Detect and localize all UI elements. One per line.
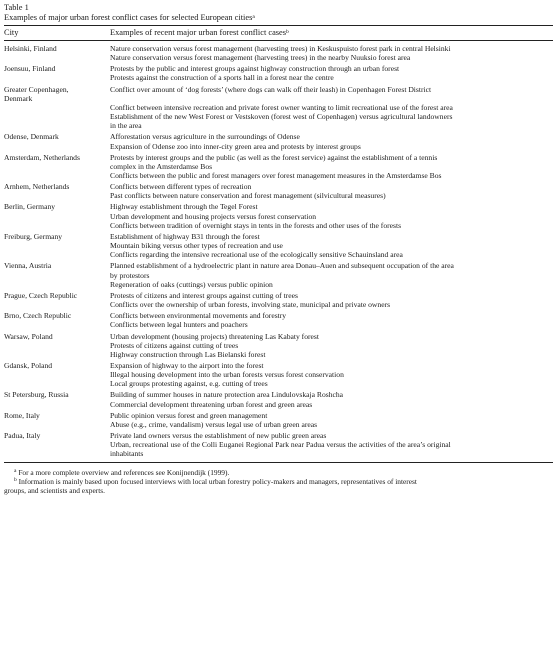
city-cell [4, 153, 110, 180]
conflict-case-line: Protests of citizens against cutting of trees [110, 340, 239, 350]
conflict-case-line: Establishment of the new West Forest or Vestskoven (forest west of Copenhagen) versus agricultural landowners [110, 112, 453, 122]
city-name: Rome, Italy [4, 410, 40, 420]
footnote [4, 477, 553, 495]
table-row [4, 85, 553, 131]
conflict-case-line: Building of summer houses in nature protection area Lindulovskaja Roshcha [110, 390, 344, 400]
conflict-case-line: Conflicts between the public and forest managers over forest management measures in the Amsterdamse Bos [110, 171, 442, 181]
table-row [4, 390, 553, 408]
table-row [4, 232, 553, 259]
city-name: Denmark [4, 93, 33, 103]
conflict-case-line: Conflict over amount of ‘dog forests’ (where dogs can walk off their leash) in Copenhagen Forest District [110, 84, 432, 94]
city-cell [4, 132, 110, 150]
caption-footnote-mark: a [252, 14, 255, 20]
table-row [4, 332, 553, 359]
city-cell [4, 261, 110, 288]
conflict-case-line: Highway construction through Las Bielanski forest [110, 349, 266, 359]
table-row [4, 361, 553, 388]
conflict-case-line: Conflicts over the ownership of urban forests, involving state, municipal and private owners [110, 300, 391, 310]
cases-cell [110, 85, 553, 131]
table-caption [4, 13, 553, 23]
header-cases [110, 28, 553, 38]
conflict-case-line: Conflicts regarding the intensive recreational use of the ecologically sensitive Schauinsland area [110, 250, 403, 260]
city-name: St Petersburg, Russia [4, 390, 69, 400]
table-row [4, 44, 553, 62]
cases-cell [110, 411, 553, 429]
caption-text: Examples of major urban forest conflict cases for selected European cities [4, 13, 253, 22]
city-name: Brno, Czech Republic [4, 311, 72, 321]
conflict-case-line: Commercial development threatening urban forest and green areas [110, 399, 313, 409]
table-row [4, 64, 553, 82]
table-row [4, 431, 553, 458]
city-cell [4, 291, 110, 309]
header-city: City [4, 28, 19, 37]
cases-cell [110, 261, 553, 288]
conflict-case-line: Conflicts between environmental movements and forestry [110, 311, 287, 321]
conflict-case-line: Nature conservation versus forest management (harvesting trees) in the nearby Nuuksio forest area [110, 53, 411, 63]
conflict-case-line: Urban development (housing projects) threatening Las Kabaty forest [110, 331, 319, 341]
conflict-case-line: Urban, recreational use of the Colli Euganei Regional Park near Padua versus the activities of the area’s original [110, 440, 451, 450]
conflict-case-line: Protests by the public and interest groups against highway construction through an urban forest [110, 64, 400, 74]
cases-cell [110, 390, 553, 408]
city-cell [4, 311, 110, 329]
city-cell [4, 44, 110, 62]
conflict-case-line: Illegal housing development into the urban forests versus forest conservation [110, 370, 344, 380]
header-cases-text: Examples of recent major urban forest conflict cases [110, 28, 287, 37]
footnote-mark: a [14, 467, 17, 474]
city-cell [4, 202, 110, 229]
footnote [4, 468, 553, 477]
conflict-case-line: Highway establishment through the Tegel Forest [110, 202, 258, 212]
conflict-case-line: Past conflicts between nature conservation and forest management (silvicultural measures) [110, 191, 386, 201]
conflict-case-line: Protests of citizens and interest groups against cutting of trees [110, 290, 298, 300]
conflict-case-line: Regeneration of oaks (cuttings) versus public opinion [110, 279, 273, 289]
table-row [4, 411, 553, 429]
conflict-case-line: Mountain biking versus other types of recreation and use [110, 241, 283, 251]
table-label: Table 1 [4, 3, 29, 12]
city-cell [4, 332, 110, 359]
cases-cell [110, 153, 553, 180]
conflict-case-line [110, 94, 553, 103]
table-row [4, 153, 553, 180]
cases-cell [110, 232, 553, 259]
cases-cell [110, 431, 553, 458]
conflict-case-line: Protests against the construction of a sports hall in a forest near the centre [110, 73, 334, 83]
cases-cell [110, 332, 553, 359]
table-row [4, 132, 553, 150]
footnote-mark: b [14, 476, 17, 483]
conflict-case-line: Afforestation versus agriculture in the surroundings of Odense [110, 132, 300, 142]
city-name: Padua, Italy [4, 431, 41, 441]
table-footnotes [4, 468, 553, 495]
city-name: Amsterdam, Netherlands [4, 152, 80, 162]
city-cell [4, 390, 110, 408]
cases-cell [110, 311, 553, 329]
conflict-case-line: Urban development and housing projects versus forest conservation [110, 211, 317, 221]
city-name: Odense, Denmark [4, 132, 59, 142]
footnote-text: For a more complete overview and references see Konijnendijk (1999). [18, 467, 230, 477]
conflict-case-line: Abuse (e.g., crime, vandalism) versus legal use of urban green areas [110, 419, 318, 429]
city-cell [4, 182, 110, 200]
city-cell [4, 411, 110, 429]
conflict-case-line: Private land owners versus the establishment of new public green areas [110, 431, 327, 441]
city-name: Freiburg, Germany [4, 231, 63, 241]
city-name: Warsaw, Poland [4, 331, 53, 341]
table-row [4, 182, 553, 200]
header-footnote-mark: b [286, 29, 289, 35]
city-name: Berlin, Germany [4, 202, 56, 212]
cases-cell [110, 64, 553, 82]
conflict-case-line: Planned establishment of a hydroelectric plant in nature area Donau–Auen and subsequent occupation of the area [110, 261, 454, 271]
conflict-case-line: Establishment of highway B31 through the forest [110, 231, 260, 241]
cases-cell [110, 44, 553, 62]
table-row [4, 311, 553, 329]
conflict-case-line: complex in the Amsterdamse Bos [110, 161, 213, 171]
bottom-rule [4, 462, 553, 463]
cases-cell [110, 132, 553, 150]
table-body [4, 41, 553, 459]
conflict-case-line: Conflicts between different types of recreation [110, 182, 252, 192]
conflict-case-line: Expansion of Odense zoo into inner-city green area and protests by interest groups [110, 141, 361, 151]
conflict-case-line: by protestors [110, 270, 150, 280]
cases-cell [110, 182, 553, 200]
conflict-case-line: Nature conservation versus forest management (harvesting trees) in Keskuspuisto forest park in central Helsinki [110, 44, 451, 53]
city-cell [4, 431, 110, 458]
cases-cell [110, 291, 553, 309]
table-row [4, 202, 553, 229]
footnote-text: Information is mainly based upon focused interviews with local urban forestry policy-makers and managers, representatives of interest [18, 476, 417, 486]
conflict-case-line: Public opinion versus forest and green management [110, 410, 268, 420]
conflict-case-line: Conflicts between tradition of overnight stays in tents in the forests and other uses of the forests [110, 220, 402, 230]
conflict-case-line: Local groups protesting against, e.g. cutting of trees [110, 379, 268, 389]
city-name: Joensuu, Finland [4, 64, 56, 74]
footnote-text: groups, and scientists and experts. [4, 485, 105, 495]
cases-cell [110, 202, 553, 229]
conflict-case-line: Conflicts between legal hunters and poachers [110, 320, 248, 330]
city-cell [4, 64, 110, 82]
city-cell [4, 85, 110, 131]
city-name: Greater Copenhagen, [4, 84, 69, 94]
city-cell [4, 361, 110, 388]
conflict-case-line: inhabitants [110, 449, 144, 459]
city-cell [4, 232, 110, 259]
city-name: Gdansk, Poland [4, 360, 53, 370]
city-name: Vienna, Austria [4, 261, 52, 271]
table-header-row [4, 26, 553, 40]
cases-cell [110, 361, 553, 388]
table-row [4, 291, 553, 309]
conflict-case-line: Expansion of highway to the airport into the forest [110, 360, 264, 370]
city-name: Prague, Czech Republic [4, 290, 78, 300]
city-name: Arnhem, Netherlands [4, 182, 70, 192]
conflict-case-line: in the area [110, 121, 142, 131]
city-name: Helsinki, Finland [4, 44, 57, 53]
conflict-case-line: Protests by interest groups and the public (as well as the forest service) against the establishment of a tennis [110, 152, 438, 162]
table-row [4, 261, 553, 288]
conflict-case-line: Conflict between intensive recreation and private forest owner wanting to limit recreational use of the forest area [110, 102, 453, 112]
